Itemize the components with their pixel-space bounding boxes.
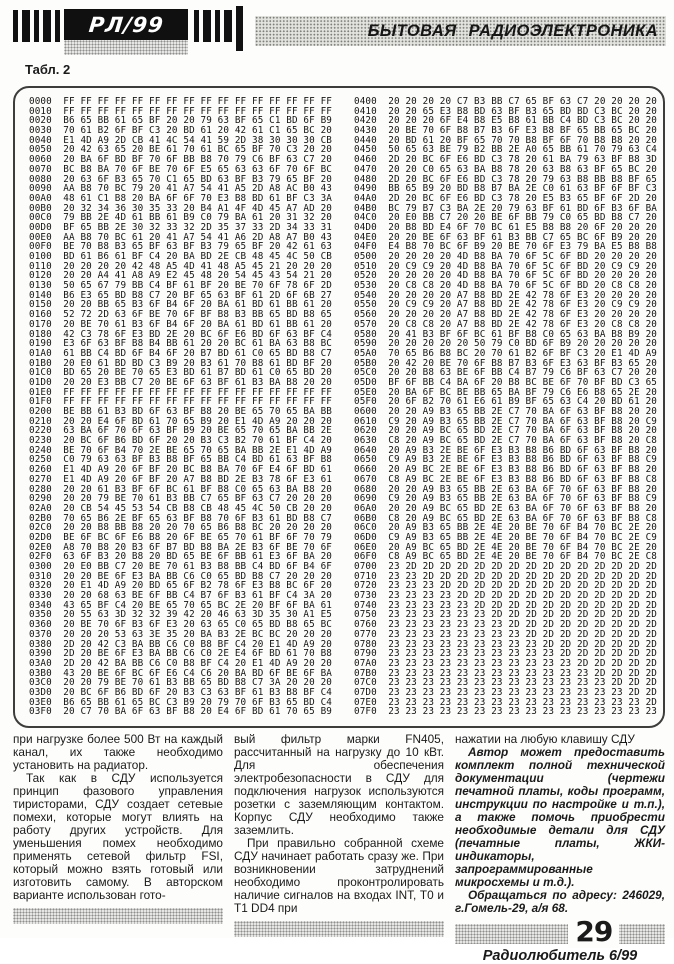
paragraph: Так как в СДУ используется принцип фазового управления тиристорами, СДУ создает сетевые помехи, которые могут влиять на работу других устройств. Для уменьшения помех необходимо применять сетевой фильтр FSI, который можно взять готовый или изготовить самому. В авторском варианте использован гото- xyxy=(13,771,223,902)
hex-row: 0760 23 23 23 23 23 23 23 2D 2D 2D 2D 2D 2D 2D 2D 2D xyxy=(354,619,658,631)
paragraph: вый фильтр марки FN405, рассчитанный на нагрузку до 10 кВт. Для обеспечения электробезопасности в СДУ для подключения нагрузок используются розетки с заземляющим контактом. Корпус СДУ необходимо также заземлить. xyxy=(234,732,444,837)
hex-column-right xyxy=(354,97,662,726)
hex-row: 0060 20 BA 6F BD BF 70 6F BB B8 70 79 C6 BF 63 C7 20 xyxy=(29,154,333,166)
hex-row: 0540 20 20 20 20 A7 B8 BD 2E 42 78 6F E3 20 20 20 20 xyxy=(354,289,658,301)
hex-row: 0460 2D 20 BC 6F E6 BD C3 78 20 61 BA 79 63 BF B8 3D xyxy=(354,154,658,166)
halftone-divider-2 xyxy=(234,921,444,937)
page-number: 29 xyxy=(568,915,619,948)
hex-row: 0180 42 C3 78 6F E3 BD 2E 20 BC 6F E6 BD 6F 63 BF C4 xyxy=(29,328,333,340)
hex-row: 0680 20 20 A9 B3 65 BB 2E 63 BA 6F 70 6F 63 BF B8 20 xyxy=(354,483,658,495)
hex-row: 0260 E1 4D A9 20 6F BF 20 BC B8 BA 70 6F E4 6F BD 61 xyxy=(29,464,333,476)
hex-row: 03F0 20 C7 70 BA 6F 63 BF B8 20 E4 6F BD 61 70 65 B9 xyxy=(29,706,333,718)
paragraph: при нагрузке более 500 Вт на каждый канал, их также необходимо установить на радиатор. xyxy=(13,732,223,772)
hex-row: 06B0 C8 20 A9 BC 65 BD 2E 63 BA 6F 70 6F 63 BF B8 C8 xyxy=(354,512,658,524)
hex-row: 07E0 23 23 23 23 23 23 23 23 23 23 23 23 23 23 23 2D xyxy=(354,696,658,708)
hex-row: 02E0 A8 70 B8 20 B3 6F B7 BD B8 BA 2E B3 6F BE 70 6F xyxy=(29,541,333,553)
contact-address-paragraph: Обращаться по адресу: 246029, г.Гомель-29, а/я 68. xyxy=(455,888,665,915)
hex-row: 0230 20 BC 6F B6 BD 6F 20 20 B3 C3 B2 70 61 BF C4 20 xyxy=(29,435,333,447)
hex-row: 06C0 20 A9 B3 65 BB 2E 4E 20 BE 70 6F B4 70 BC 2E 20 xyxy=(354,522,658,534)
hex-row: 04B0 BC 79 B7 C3 BA 2E 20 79 63 BF 61 BD 6F B3 6F BA xyxy=(354,202,658,214)
hex-row: 06A0 20 20 A9 BC 65 BD 2E 63 BA 6F 70 6F 63 BF B8 20 xyxy=(354,502,658,514)
hex-row: 0730 23 23 23 23 2D 2D 2D 2D 2D 2D 2D 2D 2D 2D 2D 2D xyxy=(354,590,658,602)
hex-row: 0740 23 23 23 23 23 2D 2D 2D 2D 2D 2D 2D 2D 2D 2D 2D xyxy=(354,599,658,611)
text-column-1 xyxy=(13,733,223,938)
hex-row: 0340 43 65 BF C4 20 BE 65 70 65 BC 2E 20 BF 6F BA 61 xyxy=(29,599,333,611)
hex-row: 02A0 20 CB 54 45 53 54 CB B8 CB 48 45 4C 50 CB 20 20 xyxy=(29,502,333,514)
hex-row: 0510 20 C9 C9 20 4D B8 BA 70 6F 5C 6F BD 20 C9 C9 20 xyxy=(354,260,658,272)
hex-row: 04A0 2D 20 BC 6F E6 BD C3 78 20 E5 B3 65 BF 6F 2D 20 xyxy=(354,192,658,204)
hex-row: 07C0 23 23 23 23 23 23 23 23 23 23 23 23 23 2D 2D 2D xyxy=(354,677,658,689)
hex-row: 0160 52 72 2D 63 6F BE 70 6F BF B8 B3 BB 65 BD B8 65 xyxy=(29,309,333,321)
hex-row: 0080 20 63 6F B3 65 70 C1 65 BD 63 BF B3 79 65 BF 20 xyxy=(29,173,333,185)
hex-row: 0560 20 20 20 20 A7 B8 BD 2E 42 78 6F E3 20 20 20 20 xyxy=(354,309,658,321)
hex-row: 00D0 BF 65 BB 2E 30 32 33 32 2D 35 37 33 2D 34 33 31 xyxy=(29,221,333,233)
hex-row: 05B0 20 42 20 BE 70 6F B8 B7 B3 6F E3 63 BF B3 65 20 xyxy=(354,357,658,369)
hex-row: 02C0 20 20 B8 BB B8 20 20 70 65 B6 B8 BC 20 20 20 20 xyxy=(29,522,333,534)
hex-row: 0520 20 20 20 20 4D B8 BA 70 6F 5C 6F BD 20 20 20 20 xyxy=(354,270,658,282)
hex-row: 0770 23 23 23 23 23 23 23 23 2D 2D 2D 2D 2D 2D 2D 2D xyxy=(354,628,658,640)
hex-row: 0470 20 20 C0 65 63 BA B8 78 20 63 B8 63 BF 65 BC 20 xyxy=(354,163,658,175)
hex-row: 0330 20 20 68 63 BE 6F BB C4 B7 6F B3 61 BF C4 3A 20 xyxy=(29,590,333,602)
hex-row: 0690 C9 20 A9 B3 65 BB 2E 63 BA 6F 70 6F 63 BF B8 C9 xyxy=(354,493,658,505)
hex-row: 03E0 B6 65 BB 61 65 BC C3 B9 20 79 70 6F B3 65 BD C4 xyxy=(29,696,333,708)
hex-row: 04F0 E4 B8 70 BC 6F B9 20 BE 70 6F E3 79 BA E5 B8 B8 xyxy=(354,241,658,253)
hex-row: 0700 23 2D 2D 2D 2D 2D 2D 2D 2D 2D 2D 2D 2D 2D 2D 2D xyxy=(354,561,658,572)
barcode-decoration-right xyxy=(194,10,243,51)
hex-row: 01C0 BD 65 20 BE 70 65 E3 BD 61 B7 BD 61 C0 65 BD 20 xyxy=(29,367,333,379)
hex-row: 0220 63 BA 6F 70 6F 63 BF B9 20 BE 65 70 65 BA BB 2E xyxy=(29,425,333,437)
hex-row: 02D0 BE 6F BC 6F E6 B8 20 6F BE 65 70 61 BF 6F 70 79 xyxy=(29,531,333,543)
hex-row: 04E0 20 20 BE 6F 63 BF 61 B3 BB C7 65 BC 6F B9 20 20 xyxy=(354,231,658,243)
hex-row: 0030 70 61 B2 6F BF C3 20 BD 61 20 42 61 C1 65 BC 20 xyxy=(29,125,333,137)
author-note-paragraph: Автор может предоставить комплект полной технической документации (чертежи печатной платы, коды программ, инструкции по настройке и т.п.), а также помочь приобрести необходимые детали для СДУ (печатные платы, ЖКИ-индикаторы, запрограммированные микросхемы и т.д.). xyxy=(455,745,665,889)
hex-row: 03D0 20 BC 6F B6 BD 6F 20 B3 C3 63 BF 61 B3 B8 BF C4 xyxy=(29,686,333,698)
hex-row: 0280 20 20 61 B3 BF 6F BC 61 BF B8 C0 65 63 BA B8 20 xyxy=(29,483,333,495)
hex-row: 00E0 AA B8 70 BC 61 20 41 A7 54 41 A6 2D A8 A7 B0 43 xyxy=(29,231,333,243)
hex-row: 07B0 23 23 23 23 23 23 23 23 23 23 23 23 2D 2D 2D 2D xyxy=(354,667,658,679)
hex-row: 0000 FF FF FF FF FF FF FF FF FF FF FF FF FF FF FF FF xyxy=(29,96,333,107)
hex-row: 0300 20 E0 BB C7 20 BE 70 61 B3 B8 BB C4 BD 6F B4 6F xyxy=(29,561,333,572)
magazine-logo-text: РЛ/99 xyxy=(87,12,165,37)
hex-row: 0530 20 C8 C8 20 4D B8 BA 70 6F 5C 6F BD 20 C8 C8 20 xyxy=(354,280,658,292)
hex-row: 0410 20 20 65 E3 B8 BD 63 BF B3 65 BD BD C3 BC 20 20 xyxy=(354,105,658,117)
hex-row: 06D0 C9 A9 B3 65 BB 2E 4E 20 BE 70 6F B4 70 BC 2E C9 xyxy=(354,531,658,543)
hex-row: 0050 20 42 63 65 20 BE 61 70 61 BC 65 BF 70 C3 20 20 xyxy=(29,144,333,156)
hex-row: 01B0 20 E0 61 BD BD C3 B9 20 B3 61 70 B8 61 BD BF 20 xyxy=(29,357,333,369)
hex-row: 00A0 48 61 C1 B8 20 BA 6F 6F 70 E3 B8 BD 61 BF C3 3A xyxy=(29,192,333,204)
hex-row: 03C0 20 20 79 BE 70 61 B3 BB 65 BD B8 C7 3A 20 20 20 xyxy=(29,677,333,689)
magazine-logo xyxy=(64,9,188,40)
hex-row: 0100 BD 61 B6 61 BF C4 20 BA BD 2E CB 48 45 4C 50 CB xyxy=(29,251,333,262)
hex-row: 0720 23 23 23 2D 2D 2D 2D 2D 2D 2D 2D 2D 2D 2D 2D 2D xyxy=(354,580,658,592)
text-column-2 xyxy=(234,733,444,938)
hex-row: 05A0 70 65 B6 B8 BC 20 70 61 B2 6F BF C3 20 E1 4D A9 xyxy=(354,347,658,359)
hex-row: 0450 50 65 63 BE 79 B2 BB 2E A0 65 BB 61 70 79 63 C4 xyxy=(354,144,658,156)
hex-row: 0010 FF FF FF FF FF FF FF FF FF FF FF FF FF FF FF FF xyxy=(29,105,333,117)
hex-row: 02F0 63 6F B3 20 B8 20 BD 65 BE 6F BB 61 E3 6F BA 20 xyxy=(29,551,333,563)
hex-row: 0670 C8 A9 BC 2E BE 6F E3 B3 B8 B6 BD 6F 63 BF B8 C8 xyxy=(354,473,658,485)
journal-issue-label: Радиолюбитель 6/99 xyxy=(482,948,638,964)
section-title-band xyxy=(255,16,666,46)
hex-row: 0250 C0 79 63 63 BF B3 B8 BF 65 BB C4 BD 61 63 BF B8 xyxy=(29,454,333,466)
hex-row: 05D0 BF 6F BB C4 BA 6F 20 B8 BC BE 6F 70 BF BD C3 65 xyxy=(354,376,658,388)
hex-row: 0500 20 20 20 20 4D B8 BA 70 6F 5C 6F BD 20 20 20 20 xyxy=(354,251,658,262)
hex-row: 0710 23 23 2D 2D 2D 2D 2D 2D 2D 2D 2D 2D 2D 2D 2D 2D xyxy=(354,570,658,582)
barcode-decoration-left xyxy=(13,10,60,42)
hex-row: 0430 20 BE 70 6F B8 B7 B3 6F E3 B8 BF 65 BB 65 BC 20 xyxy=(354,125,658,137)
hex-row: 03B0 43 20 BE 6F BC 6F E6 C4 C6 20 BA BD 6F BE 6F BA xyxy=(29,667,333,679)
hex-row: 0580 20 41 B3 BF 6F BC 61 BF B8 C0 65 63 BA B8 B9 20 xyxy=(354,328,658,340)
article-body xyxy=(13,732,665,964)
hex-row: 0020 B6 65 BB 61 65 BF 20 20 79 63 BF 65 C1 BD 6F B9 xyxy=(29,115,333,127)
hex-row: 0380 2D 20 42 C3 BA BB C6 C0 B8 BF C4 20 E1 4D A9 20 xyxy=(29,638,333,650)
page-header xyxy=(0,0,674,60)
hex-row: 0640 20 A9 B3 2E BE 6F E3 B3 B8 B6 BD 6F 63 BF B8 20 xyxy=(354,444,658,456)
hex-row: 0200 BE BB 61 B3 BD 6F 63 BF B8 20 BE 65 70 65 BA BB xyxy=(29,406,333,417)
hex-row: 0270 E1 4D A9 20 6F BF 20 A7 B8 BD 2E B3 78 6F E3 61 xyxy=(29,473,333,485)
hex-row: 0090 AA B8 70 BC 79 20 41 A7 54 41 A5 2D A8 AC B0 43 xyxy=(29,183,333,195)
hex-row: 0170 20 BE 70 61 B3 6F B4 6F 20 BA 61 BD 61 BB 61 20 xyxy=(29,318,333,330)
hex-row: 01A0 61 BB C4 BD 6F B4 6F 20 B7 BD 61 C0 65 BD B8 C7 xyxy=(29,347,333,359)
hex-row: 0140 B6 E3 65 BD B8 C7 20 BF 65 63 BF 61 2D 6F 6B 27 xyxy=(29,289,333,301)
hex-row: 0420 20 20 20 6F E4 B8 E5 B8 61 BB C4 BD C3 BC 20 20 xyxy=(354,115,658,127)
hex-row: 05E0 20 BA 6F BC BE BB 65 BA BF 79 C6 E6 B8 65 2E 20 xyxy=(354,386,658,398)
hex-row: 0130 50 65 67 79 BB C4 BF 61 BF 20 BE 70 6F 78 6F 2D xyxy=(29,280,333,292)
hex-row: 0790 23 23 23 23 23 23 23 23 23 23 2D 2D 2D 2D 2D 2D xyxy=(354,648,658,660)
hex-row: 0290 20 20 79 BE 70 61 B3 BB C7 65 BF 63 C7 20 20 20 xyxy=(29,493,333,505)
hex-row: 07F0 23 23 23 23 23 23 23 23 23 23 23 23 23 23 23 23 xyxy=(354,706,658,718)
hex-row: 0190 E3 6F 63 BF B8 B4 BB 61 20 20 BC 61 BA 63 B8 BC xyxy=(29,338,333,350)
hex-row: 07A0 23 23 23 23 23 23 23 23 23 23 23 2D 2D 2D 2D 2D xyxy=(354,657,658,669)
hex-row: 06E0 20 A9 BC 65 BD 2E 4E 20 BE 70 6F B4 70 BC 2E 20 xyxy=(354,541,658,553)
hex-row: 0600 20 20 A9 B3 65 BB 2E C7 70 BA 6F 63 BF B8 20 20 xyxy=(354,406,658,417)
hex-row: 03A0 2D 20 42 BA BB C6 C0 B8 BF C4 20 E1 4D A9 20 20 xyxy=(29,657,333,669)
hex-row: 05C0 20 20 B8 63 BE 6F BB C4 B7 79 C6 BF 63 C7 20 20 xyxy=(354,367,658,379)
page-footer xyxy=(455,915,665,948)
hex-row: 04C0 20 E0 BB C7 20 20 BE 6F BB 79 C0 65 BD B8 C7 20 xyxy=(354,212,658,224)
hex-row: 05F0 20 6F B2 70 61 E6 61 B9 BF 65 63 C4 20 BD 61 20 xyxy=(354,396,658,408)
hex-row: 0110 20 20 20 20 42 48 A5 4D 41 48 A5 45 21 20 20 20 xyxy=(29,260,333,272)
hex-row: 0630 C8 20 A9 BC 65 BD 2E C7 70 BA 6F 63 BF B8 20 C8 xyxy=(354,435,658,447)
hex-row: 00C0 79 BB 2E 4D 61 BB 61 B9 C0 79 BA 61 20 31 32 20 xyxy=(29,212,333,224)
hex-row: 00B0 20 32 34 36 30 35 33 20 B4 A1 4F 4D 45 A7 AD 20 xyxy=(29,202,333,214)
section-title: БЫТОВАЯ РАДИОЭЛЕКТРОНИКА xyxy=(367,21,658,40)
paragraph: нажатии на любую клавишу СДУ xyxy=(455,732,635,746)
hex-row: 07D0 23 23 23 23 23 23 23 23 23 23 23 23 23 23 2D 2D xyxy=(354,686,658,698)
hex-row: 0490 BB 65 B9 20 BD B8 B7 BA 2E C0 61 63 BF 6F BF C3 xyxy=(354,183,658,195)
hex-row: 0370 20 20 20 53 63 3E 35 20 BA B3 2E BC BC 20 20 20 xyxy=(29,628,333,640)
hex-row: 0150 20 20 BB 65 B3 6F B4 6F 20 BA 61 BD 61 BB 61 20 xyxy=(29,299,333,311)
hex-row: 0310 20 20 BE 6F E3 BA BB C6 C0 65 BD B8 C7 20 20 20 xyxy=(29,570,333,582)
hex-row: 0320 20 E1 4D A9 20 BD 65 6F B2 78 6F E3 B8 BC 6F 20 xyxy=(29,580,333,592)
hex-row: 0550 20 C9 C9 20 A7 B8 BD 2E 42 78 6F E3 20 C9 C9 20 xyxy=(354,299,658,311)
hex-row: 01F0 FF FF FF FF FF FF FF FF FF FF FF FF FF FF FF FF xyxy=(29,396,333,408)
hex-row: 0070 BC B8 BA 70 6F BE 70 6F E5 65 63 63 6F 70 6F BC xyxy=(29,163,333,175)
hex-row: 01D0 20 20 E3 BB C7 20 BE 6F 63 BF 61 B3 BA B8 20 20 xyxy=(29,376,333,388)
hex-row: 0120 20 20 A4 41 A8 A9 E2 45 48 20 54 45 43 54 21 20 xyxy=(29,270,333,282)
hex-row: 0780 23 23 23 23 23 23 23 23 23 2D 2D 2D 2D 2D 2D 2D xyxy=(354,638,658,650)
hex-row: 0360 20 BE 70 6F B3 6F E3 20 63 65 C0 65 BD B8 65 BC xyxy=(29,619,333,631)
hex-row: 02B0 70 65 B6 2E BF 65 63 BF B8 70 6F B3 61 BD B8 C7 xyxy=(29,512,333,524)
hex-row: 0660 20 A9 BC 2E BE 6F E3 B3 B8 B6 BD 6F 63 BF B8 20 xyxy=(354,464,658,476)
hex-row: 0650 C9 A9 B3 2E BE 6F E3 B3 B8 B6 BD 6F 63 BF B8 C9 xyxy=(354,454,658,466)
halftone-divider-1 xyxy=(13,908,223,924)
hex-row: 0390 2D 20 BE 6F E3 BA BB C6 C0 2E E4 6F BD 61 70 B8 xyxy=(29,648,333,660)
hex-row: 0240 BE 70 6F B4 70 2E BE 65 70 65 BA BB 2E E1 4D A9 xyxy=(29,444,333,456)
hex-column-left xyxy=(29,97,337,726)
hex-row: 0440 20 BD 61 20 BF 65 70 70 B8 BF 6F 70 B8 B8 20 20 xyxy=(354,134,658,146)
hex-row: 0400 20 20 20 20 C7 B3 BB C7 65 BF 63 C7 20 20 20 20 xyxy=(354,96,658,107)
hex-row: 00F0 BE 70 B8 B3 65 BF 63 BF B3 79 65 BF 20 42 61 63 xyxy=(29,241,333,253)
paragraph: При правильно собранной схеме СДУ начинает работать сразу же. При возникновении затруднений необходимо проконтролировать наличие сигналов на входах INT, T0 и T1 DD4 при xyxy=(234,836,444,915)
hex-row: 0570 20 C8 C8 20 A7 B8 BD 2E 42 78 6F E3 20 C8 C8 20 xyxy=(354,318,658,330)
hex-row: 0350 20 55 63 3D 32 32 39 42 20 46 63 3D 35 30 A1 E5 xyxy=(29,609,333,621)
hex-row: 04D0 20 B8 BD E4 6F 70 BC 61 E5 B8 B8 20 6F 20 20 20 xyxy=(354,221,658,233)
hex-row: 0620 20 20 A9 BC 65 BD 2E C7 70 BA 6F 63 BF B8 20 20 xyxy=(354,425,658,437)
logo-halftone-shadow xyxy=(64,40,188,55)
table-label: Табл. 2 xyxy=(25,62,71,77)
hex-row: 0480 2D 20 BC 6F E6 BD C3 78 20 79 63 B8 BB B8 BF 65 xyxy=(354,173,658,185)
hex-row: 0590 20 20 20 20 20 50 79 C0 BD 6F B9 20 20 20 20 20 xyxy=(354,338,658,350)
hex-row: 0610 C9 20 A9 B3 65 BB 2E C7 70 BA 6F 63 BF B8 20 C9 xyxy=(354,415,658,427)
hex-row: 0750 23 23 23 23 23 23 2D 2D 2D 2D 2D 2D 2D 2D 2D 2D xyxy=(354,609,658,621)
hex-dump-table xyxy=(13,86,665,728)
hex-row: 01E0 FF FF FF FF FF FF FF FF FF FF FF FF FF FF FF FF xyxy=(29,386,333,398)
hex-row: 0040 E1 4D A9 2D CB 41 4C 54 41 59 2D 38 30 30 30 CB xyxy=(29,134,333,146)
hex-row: 06F0 C8 A9 BC 65 BD 2E 4E 20 BE 70 6F B4 70 BC 2E C8 xyxy=(354,551,658,563)
hex-row: 0210 20 20 E4 6F BD 61 70 65 B9 20 E1 4D A9 20 20 20 xyxy=(29,415,333,427)
text-column-3 xyxy=(455,732,665,964)
